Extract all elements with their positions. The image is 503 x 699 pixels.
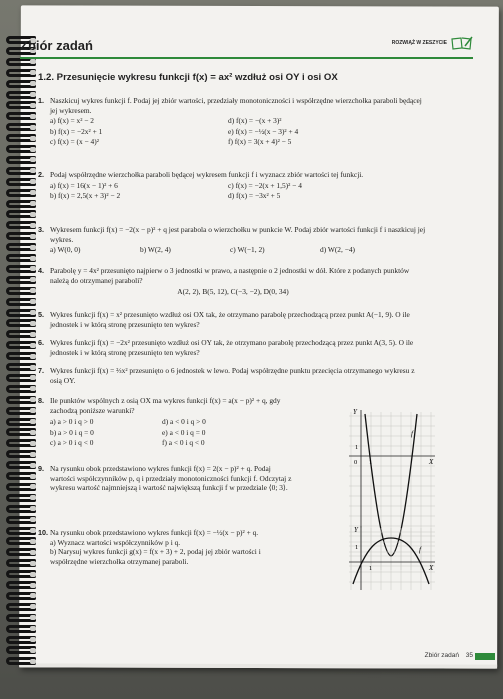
binding-hole xyxy=(30,419,36,424)
binding-hole xyxy=(30,572,36,577)
exercise-7 xyxy=(38,366,428,385)
spiral-binding xyxy=(6,36,40,676)
curve-label: f xyxy=(419,546,421,554)
binding-hole xyxy=(30,332,36,337)
exercise-item: b) Narysuj wykres funkcji g(x) = f(x + 3) + 2, podaj jej zbiór wartości i współrzędne wierzchołka otrzymanej paraboli. xyxy=(50,547,261,566)
binding-hole xyxy=(30,201,36,206)
exercise-item: d) f(x) = −3x² + 5 xyxy=(228,191,281,201)
binding-hole xyxy=(30,321,36,326)
header-title: Zbiór zadań xyxy=(20,38,93,53)
exercise-text: Wykres funkcji f(x) = ⅔x² przesunięto o 6 jednostek w lewo. Podaj współrzędne punktu przecięcia otrzymanego wykresu z osią OY. xyxy=(50,366,415,385)
binding-hole xyxy=(30,136,36,141)
binding-hole xyxy=(30,365,36,370)
page-number: 35 xyxy=(465,652,473,659)
exercise-3 xyxy=(38,225,428,255)
axis-y-label: Y xyxy=(354,526,358,534)
exercise-text: Naszkicuj wykres funkcji f. Podaj jej zbiór wartości, przedziały monotoniczności i współrzędne wierzchołka paraboli będącej jej wykresem. xyxy=(50,96,422,115)
exercise-text: Wykres funkcji f(x) = x² przesunięto wzdłuż osi OX tak, że otrzymano parabolę przechodzącą przez punkt A(−1, 9). O ile jednostek i w którą stronę przesunięto ten wykres? xyxy=(50,310,410,329)
exercise-10 xyxy=(38,528,296,566)
exercise-number: 6. xyxy=(38,338,44,347)
binding-hole xyxy=(30,277,36,282)
binding-hole xyxy=(30,147,36,152)
header-instruction-label: ROZWIĄŻ W ZESZYCIE xyxy=(391,40,447,46)
exercise-number: 1. xyxy=(38,96,44,105)
binding-hole xyxy=(30,256,36,261)
exercise-number: 2. xyxy=(38,170,44,179)
binding-hole xyxy=(30,245,36,250)
exercise-5 xyxy=(38,310,428,329)
binding-hole xyxy=(30,604,36,609)
binding-hole xyxy=(30,375,36,380)
binding-hole xyxy=(30,190,36,195)
exercise-8 xyxy=(38,396,296,448)
exercise-4 xyxy=(38,266,428,297)
binding-hole xyxy=(30,103,36,108)
exercise-number: 5. xyxy=(38,310,44,319)
binding-hole xyxy=(30,59,36,64)
notebook-pencil-icon xyxy=(451,36,473,50)
binding-hole xyxy=(30,626,36,631)
exercise-item: c) W(−1, 2) xyxy=(230,245,265,255)
exercise-item: b) f(x) = −2x² + 1 xyxy=(50,126,103,136)
binding-hole xyxy=(30,288,36,293)
binding-hole xyxy=(30,441,36,446)
binding-hole xyxy=(30,659,36,664)
exercise-6 xyxy=(38,338,428,357)
exercise-item: d) f(x) = −(x + 3)² xyxy=(228,116,282,126)
curve-label: f xyxy=(411,430,413,438)
binding-hole xyxy=(30,157,36,162)
exercise-text: Parabolę y = 4x² przesunięto najpierw o 3 jednostki w prawo, a następnie o 2 jednostki w dół. Które z podanych punktów należą do otrzymanej paraboli? xyxy=(50,266,410,285)
tick-x-one: 1 xyxy=(369,565,373,572)
exercise-text: Ile punktów wspólnych z osią OX ma wykres funkcji f(x) = a(x − p)² + q, gdy zachodzą poniższe warunki? xyxy=(50,396,281,415)
binding-hole xyxy=(30,506,36,511)
exercise-item: f) a < 0 i q < 0 xyxy=(162,438,205,448)
binding-hole xyxy=(30,70,36,75)
binding-hole xyxy=(30,528,36,533)
binding-hole xyxy=(30,484,36,489)
exercise-item: f) f(x) = 3(x + 4)² − 5 xyxy=(228,137,292,147)
exercise-item: c) a > 0 i q < 0 xyxy=(50,438,94,448)
exercise-text: Wykres funkcji f(x) = −2x² przesunięto wzdłuż osi OY tak, że otrzymano parabolę przechodzącą przez punkt A(3, 5). O ile jednostek i w którą stronę przesunięto ten wykres? xyxy=(50,338,414,357)
binding-hole xyxy=(30,593,36,598)
binding-hole xyxy=(30,430,36,435)
header-rule xyxy=(20,57,473,59)
exercise-item: a) W(0, 0) xyxy=(50,245,81,255)
binding-hole xyxy=(30,550,36,555)
binding-hole xyxy=(30,266,36,271)
binding-hole xyxy=(30,386,36,391)
tick-y-one: 1 xyxy=(355,544,359,551)
binding-hole xyxy=(30,343,36,348)
exercise-item: d) a < 0 i q > 0 xyxy=(162,417,206,427)
exercise-number: 7. xyxy=(38,366,44,375)
exercise-number: 4. xyxy=(38,266,44,275)
exercise-text: Podaj współrzędne wierzchołka paraboli będącej wykresem funkcji f i wyznacz zbiór wartości tej funkcji. xyxy=(50,170,364,179)
binding-hole xyxy=(30,517,36,522)
binding-hole xyxy=(30,212,36,217)
exercise-number: 10. xyxy=(38,528,48,537)
binding-hole xyxy=(30,310,36,315)
exercise-text: Na rysunku obok przedstawiono wykres funkcji f(x) = 2(x − p)² + q. Podaj wartości współczynników p, q i przedziały monotoniczności funkcji f. Odczytaj z wykresu wartość najmniejszą i wartość największą funkcji f w przedziale ⟨0; 3⟩. xyxy=(50,464,292,493)
binding-hole xyxy=(30,354,36,359)
binding-hole xyxy=(30,583,36,588)
exercise-9 xyxy=(38,464,296,493)
exercise-text: Wykresem funkcji f(x) = −2(x − p)² + q jest parabola o wierzchołku w punkcie W. Podaj zbiór wartości funkcji f i naszkicuj jej wykres. xyxy=(50,225,426,244)
tick-y-one: 1 xyxy=(355,444,359,451)
binding-hole xyxy=(30,463,36,468)
tick-x-one: 1 xyxy=(369,459,373,466)
axis-x-label: X xyxy=(429,564,434,572)
binding-hole xyxy=(30,615,36,620)
exercise-2 xyxy=(38,170,428,201)
exercise-item: e) f(x) = −½(x − 3)² + 4 xyxy=(228,126,299,136)
exercise-item: c) f(x) = −2(x + 1,5)² − 4 xyxy=(228,180,302,190)
exercise-item: e) a < 0 i q = 0 xyxy=(162,427,206,437)
binding-hole xyxy=(30,114,36,119)
binding-hole xyxy=(30,299,36,304)
exercise-item: a) f(x) = x² − 2 xyxy=(50,116,95,126)
binding-hole xyxy=(30,452,36,457)
exercise-item: d) W(2, −4) xyxy=(320,245,356,255)
binding-hole xyxy=(30,397,36,402)
exercise-item: b) f(x) = 2,5(x + 3)² − 2 xyxy=(50,191,121,201)
binding-hole xyxy=(30,539,36,544)
binding-hole xyxy=(30,168,36,173)
exercise-item: c) f(x) = (x − 4)² xyxy=(50,137,99,147)
axis-y-label: Y xyxy=(353,408,357,416)
exercise-item: a) Wyznacz wartości współczynników p i q. xyxy=(50,537,181,547)
exercise-item: a) f(x) = 16(x − 1)² + 6 xyxy=(50,180,118,190)
binding-hole xyxy=(30,223,36,228)
binding-hole xyxy=(30,125,36,130)
binding-hole xyxy=(30,179,36,184)
parabola-graph-downward xyxy=(345,524,437,592)
header-instruction xyxy=(392,36,473,50)
origin-label: 0 xyxy=(354,459,358,466)
exercise-1 xyxy=(38,96,428,147)
binding-hole xyxy=(30,81,36,86)
binding-hole xyxy=(30,92,36,97)
exercise-item: a) a > 0 i q > 0 xyxy=(50,417,94,427)
binding-hole xyxy=(30,408,36,413)
exercise-number: 3. xyxy=(38,225,44,234)
footer-label: Zbiór zadań xyxy=(424,652,459,659)
binding-hole xyxy=(30,648,36,653)
binding-hole xyxy=(30,234,36,239)
exercise-text: Na rysunku obok przedstawiono wykres funkcji f(x) = −½(x − p)² + q. xyxy=(50,528,259,537)
exercise-number: 8. xyxy=(38,396,44,405)
exercise-points: A(2, 2), B(5, 12), C(−3, −2), D(0, 34) xyxy=(177,287,289,297)
footer-accent-bar xyxy=(475,653,495,660)
axis-x-label: X xyxy=(429,458,434,466)
binding-hole xyxy=(30,495,36,500)
binding-hole xyxy=(30,561,36,566)
section-title: 1.2. Przesunięcie wykresu funkcji f(x) = ax² wzdłuż osi OY i osi OX xyxy=(38,72,338,83)
binding-hole xyxy=(30,474,36,479)
exercise-number: 9. xyxy=(38,464,44,473)
binding-hole xyxy=(30,637,36,642)
exercise-item: b) W(2, 4) xyxy=(140,245,171,255)
exercise-item: b) a > 0 i q = 0 xyxy=(50,427,94,437)
